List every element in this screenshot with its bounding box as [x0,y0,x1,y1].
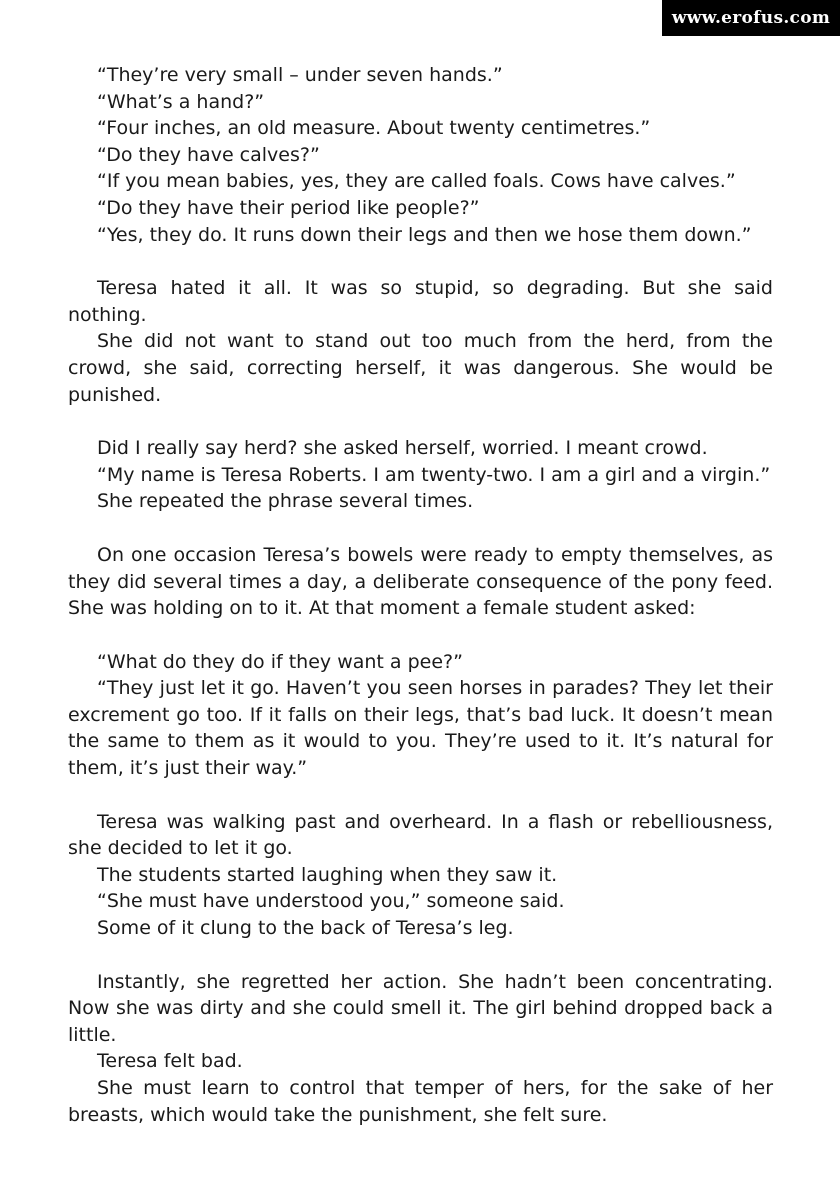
paragraph: “She must have understood you,” someone said. [97,890,565,913]
paragraph-gap [68,622,773,649]
paragraph: Some of it clung to the back of Teresa’s leg. [97,917,514,940]
paragraph: Instantly, she regretted her action. She hadn’t been concentrating. Now she was dirty and she could smell it. The girl behind dropped back a little. [68,970,773,1046]
paragraph: “Do they have calves?” [97,143,320,166]
paragraph: Teresa was walking past and overheard. In a flash or rebelliousness, she decided to let it go. [68,810,773,860]
paragraph-gap [68,515,773,542]
paragraph: The students started laughing when they saw it. [97,863,558,886]
paragraph: She repeated the phrase several times. [97,490,474,513]
paragraph: “Do they have their period like people?” [97,196,480,219]
paragraph-gap [68,408,773,435]
paragraph: She did not want to stand out too much from the herd, from the crowd, she said, correcting herself, it was dangerous. She would be punished. [68,330,773,406]
paragraph: “What’s a hand?” [97,90,265,113]
paragraph: Teresa felt bad. [97,1050,243,1073]
story-text [68,62,773,1128]
paragraph: “Yes, they do. It runs down their legs and then we hose them down.” [97,223,752,246]
paragraph: “They’re very small – under seven hands.” [97,64,503,86]
paragraph: “Four inches, an old measure. About twenty centimetres.” [97,117,651,140]
paragraph: She must learn to control that temper of hers, for the sake of her breasts, which would take the punishment, she felt sure. [68,1077,773,1126]
paragraph-gap [68,942,773,969]
paragraph: Teresa hated it all. It was so stupid, so degrading. But she said nothing. [68,277,773,326]
watermark: www.erofus.com [662,0,840,36]
paragraph: Did I really say herd? she asked herself, worried. I meant crowd. [97,437,708,460]
paragraph: “If you mean babies, yes, they are called foals. Cows have calves.” [97,170,736,193]
paragraph-gap [68,248,773,275]
paragraph-gap [68,782,773,809]
paragraph: “What do they do if they want a pee?” [97,650,463,673]
paragraph: On one occasion Teresa’s bowels were ready to empty themselves, as they did several times a day, a deliberate consequence of the pony feed. She was holding on to it. At that moment a female student asked: [68,543,773,620]
paragraph: “My name is Teresa Roberts. I am twenty-two. I am a girl and a virgin.” [97,463,771,486]
paragraph: “They just let it go. Haven’t you seen horses in parades? They let their excrement go too. If it falls on their legs, that’s bad luck. It doesn’t mean the same to them as it would to you. They’re used to it. It’s natural for them, it’s just their way.” [68,677,773,780]
